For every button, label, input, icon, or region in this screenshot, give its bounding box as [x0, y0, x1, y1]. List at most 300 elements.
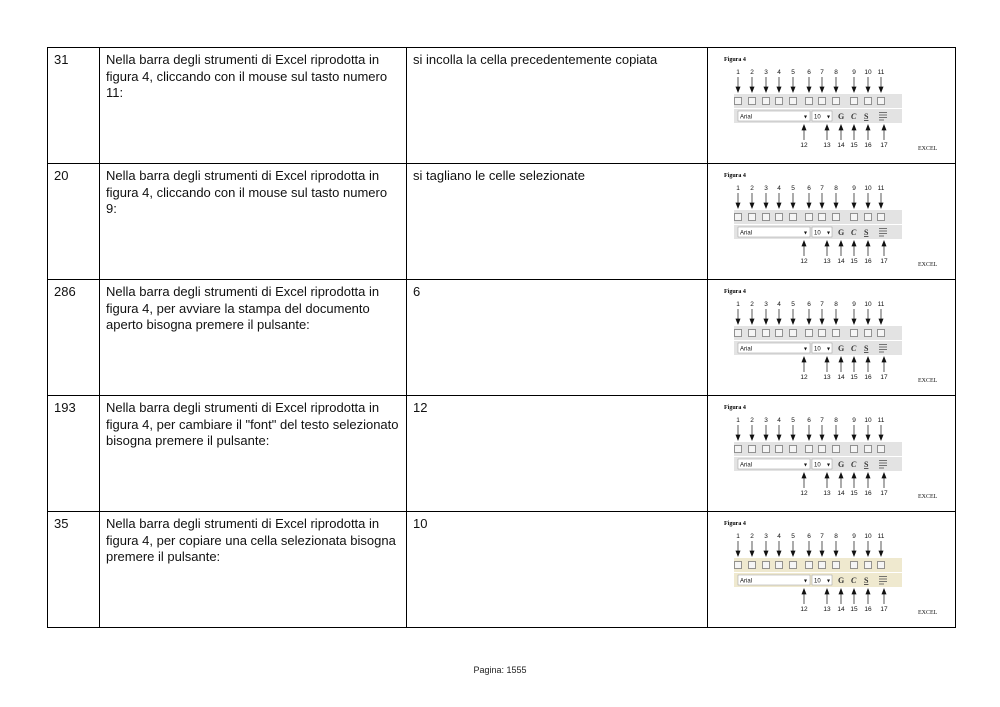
standard-toolbar — [734, 326, 902, 340]
italic-icon: C — [851, 344, 857, 353]
font-size-dropdown-icon: ▾ — [827, 578, 831, 585]
arrow-head — [852, 357, 856, 362]
callout-number: 9 — [852, 533, 856, 540]
arrow-head — [839, 589, 843, 594]
new-icon — [735, 98, 742, 105]
callout-number: 10 — [864, 185, 872, 192]
callout-number: 11 — [877, 185, 885, 192]
save-icon — [763, 562, 770, 569]
callout-number: 3 — [764, 533, 768, 540]
font-size-dropdown-icon: ▾ — [827, 462, 831, 469]
arrow-head — [825, 473, 829, 478]
toolbar-figure — [714, 400, 940, 500]
paste-icon — [878, 98, 885, 105]
arrow-head — [852, 319, 856, 324]
page-footer — [0, 665, 1000, 675]
arrow-head — [879, 203, 883, 208]
arrow-head — [802, 473, 806, 478]
bold-icon: G — [838, 576, 845, 585]
figure-title: Figura 4 — [724, 173, 746, 179]
open-icon — [749, 214, 756, 221]
toolbar-figure — [714, 52, 940, 152]
arrow-head — [852, 551, 856, 556]
arrow-head — [839, 357, 843, 362]
callout-number: 12 — [800, 490, 808, 497]
italic-icon: C — [851, 460, 857, 469]
arrow-head — [882, 241, 886, 246]
arrow-head — [866, 357, 870, 362]
arrow-head — [882, 589, 886, 594]
italic-icon: C — [851, 228, 857, 237]
paste-icon — [878, 330, 885, 337]
font-size: 10 — [814, 346, 821, 353]
callout-number: 14 — [837, 258, 845, 265]
callout-number: 9 — [852, 417, 856, 424]
figure-cell — [708, 396, 956, 512]
callout-number: 17 — [880, 490, 888, 497]
arrow-head — [852, 589, 856, 594]
spelling-icon — [833, 446, 840, 453]
figure-title: Figura 4 — [724, 405, 746, 411]
callout-number: 1 — [736, 301, 740, 308]
answer-text: 10 — [407, 512, 708, 628]
font-size-dropdown-icon: ▾ — [827, 114, 831, 121]
answer-text: 12 — [407, 396, 708, 512]
callout-number: 17 — [880, 606, 888, 613]
callout-number: 6 — [807, 417, 811, 424]
print-icon — [806, 562, 813, 569]
callout-number: 11 — [877, 417, 885, 424]
question-row — [48, 512, 956, 628]
arrow-head — [866, 87, 870, 92]
arrow-head — [852, 241, 856, 246]
callout-number: 11 — [877, 301, 885, 308]
underline-icon: S — [864, 576, 869, 585]
callout-number: 10 — [864, 69, 872, 76]
arrow-head — [852, 473, 856, 478]
save-icon — [763, 98, 770, 105]
question-text: Nella barra degli strumenti di Excel riprodotta in figura 4, cliccando con il mouse sul tasto numero 9: — [100, 164, 407, 280]
arrow-head — [879, 435, 883, 440]
arrow-head — [802, 589, 806, 594]
arrow-head — [791, 87, 795, 92]
callout-number: 12 — [800, 142, 808, 149]
font-size-dropdown-icon: ▾ — [827, 346, 831, 353]
question-number: 31 — [48, 48, 100, 164]
font-size: 10 — [814, 462, 821, 469]
standard-toolbar — [734, 558, 902, 572]
arrow-head — [866, 241, 870, 246]
arrow-head — [736, 551, 740, 556]
font-name-dropdown-icon: ▾ — [804, 578, 808, 585]
bold-icon: G — [838, 344, 845, 353]
toolbar-figure — [714, 284, 940, 384]
callout-number: 14 — [837, 374, 845, 381]
arrow-head — [852, 203, 856, 208]
callout-number: 15 — [850, 258, 858, 265]
preview-icon — [819, 330, 826, 337]
arrow-head — [777, 435, 781, 440]
preview-icon — [819, 446, 826, 453]
arrow-head — [882, 125, 886, 130]
callout-number: 7 — [820, 533, 824, 540]
font-name-dropdown-icon: ▾ — [804, 230, 808, 237]
callout-number: 15 — [850, 606, 858, 613]
callout-number: 13 — [823, 490, 831, 497]
page-number: Pagina: 1555 — [473, 665, 527, 675]
question-text: Nella barra degli strumenti di Excel riprodotta in figura 4, per cambiare il "font" del testo selezionato bisogna premere il pulsante: — [100, 396, 407, 512]
font-size: 10 — [814, 114, 821, 121]
toolbar-figure — [714, 168, 940, 268]
callout-number: 3 — [764, 69, 768, 76]
callout-number: 4 — [777, 417, 781, 424]
arrow-head — [866, 319, 870, 324]
arrow-head — [825, 589, 829, 594]
question-row — [48, 48, 956, 164]
arrow-head — [802, 357, 806, 362]
standard-toolbar — [734, 94, 902, 108]
callout-number: 5 — [791, 301, 795, 308]
callout-number: 2 — [750, 301, 754, 308]
paste-icon — [878, 562, 885, 569]
callout-number: 16 — [864, 606, 872, 613]
callout-number: 10 — [864, 533, 872, 540]
bold-icon: G — [838, 228, 845, 237]
callout-number: 10 — [864, 417, 872, 424]
callout-number: 16 — [864, 142, 872, 149]
arrow-head — [736, 319, 740, 324]
print-preview-icon — [790, 214, 797, 221]
callout-number: 6 — [807, 533, 811, 540]
callout-number: 1 — [736, 185, 740, 192]
preview-icon — [819, 214, 826, 221]
callout-number: 10 — [864, 301, 872, 308]
arrow-head — [852, 435, 856, 440]
callout-number: 13 — [823, 606, 831, 613]
arrow-head — [866, 203, 870, 208]
copy-icon — [865, 330, 872, 337]
arrow-head — [834, 319, 838, 324]
arrow-head — [777, 87, 781, 92]
arrow-head — [866, 551, 870, 556]
answer-text: 6 — [407, 280, 708, 396]
font-size: 10 — [814, 578, 821, 585]
arrow-head — [807, 551, 811, 556]
callout-number: 12 — [800, 258, 808, 265]
arrow-head — [764, 87, 768, 92]
cut-icon — [851, 330, 858, 337]
question-text: Nella barra degli strumenti di Excel riprodotta in figura 4, cliccando con il mouse sul tasto numero 11: — [100, 48, 407, 164]
arrow-head — [750, 435, 754, 440]
save-icon — [763, 214, 770, 221]
arrow-head — [736, 87, 740, 92]
callout-number: 9 — [852, 185, 856, 192]
arrow-head — [820, 203, 824, 208]
callout-number: 16 — [864, 374, 872, 381]
figure-caption: EXCEL — [918, 378, 938, 384]
arrow-head — [825, 241, 829, 246]
open-icon — [749, 562, 756, 569]
print-icon — [806, 330, 813, 337]
spelling-icon — [833, 98, 840, 105]
print-preview-icon — [790, 98, 797, 105]
italic-icon: C — [851, 576, 857, 585]
font-name: Arial — [740, 114, 753, 121]
figure-caption: EXCEL — [918, 146, 938, 152]
question-row — [48, 164, 956, 280]
callout-number: 11 — [877, 533, 885, 540]
callout-number: 1 — [736, 533, 740, 540]
callout-number: 15 — [850, 142, 858, 149]
arrow-head — [764, 551, 768, 556]
arrow-head — [834, 551, 838, 556]
arrow-head — [825, 125, 829, 130]
callout-number: 16 — [864, 490, 872, 497]
arrow-head — [820, 551, 824, 556]
cut-icon — [851, 562, 858, 569]
preview-icon — [819, 98, 826, 105]
new-icon — [735, 214, 742, 221]
arrow-head — [807, 203, 811, 208]
callout-number: 16 — [864, 258, 872, 265]
arrow-head — [820, 435, 824, 440]
questions-table — [47, 47, 956, 628]
callout-number: 7 — [820, 417, 824, 424]
arrow-head — [791, 551, 795, 556]
print-preview-icon — [790, 446, 797, 453]
bold-icon: G — [838, 112, 845, 121]
print-preview-icon — [790, 562, 797, 569]
standard-toolbar — [734, 442, 902, 456]
figure-cell — [708, 280, 956, 396]
font-size-dropdown-icon: ▾ — [827, 230, 831, 237]
arrow-head — [802, 241, 806, 246]
email-icon — [776, 330, 783, 337]
print-preview-icon — [790, 330, 797, 337]
arrow-head — [852, 125, 856, 130]
new-icon — [735, 330, 742, 337]
underline-icon: S — [864, 460, 869, 469]
font-name-dropdown-icon: ▾ — [804, 462, 808, 469]
arrow-head — [866, 473, 870, 478]
question-text: Nella barra degli strumenti di Excel riprodotta in figura 4, per avviare la stampa del documento aperto bisogna premere il pulsante: — [100, 280, 407, 396]
callout-number: 3 — [764, 301, 768, 308]
save-icon — [763, 330, 770, 337]
arrow-head — [807, 87, 811, 92]
figure-title: Figura 4 — [724, 57, 746, 63]
callout-number: 2 — [750, 417, 754, 424]
arrow-head — [791, 203, 795, 208]
callout-number: 2 — [750, 185, 754, 192]
callout-number: 5 — [791, 69, 795, 76]
figure-caption: EXCEL — [918, 610, 938, 616]
question-text: Nella barra degli strumenti di Excel riprodotta in figura 4, per copiare una cella selezionata bisogna premere il pulsante: — [100, 512, 407, 628]
callout-number: 8 — [834, 301, 838, 308]
arrow-head — [807, 319, 811, 324]
arrow-head — [777, 203, 781, 208]
figure-cell — [708, 164, 956, 280]
arrow-head — [750, 319, 754, 324]
question-number: 35 — [48, 512, 100, 628]
callout-number: 2 — [750, 533, 754, 540]
arrow-head — [882, 473, 886, 478]
callout-number: 6 — [807, 301, 811, 308]
underline-icon: S — [864, 112, 869, 121]
copy-icon — [865, 446, 872, 453]
email-icon — [776, 562, 783, 569]
arrow-head — [834, 87, 838, 92]
callout-number: 7 — [820, 301, 824, 308]
open-icon — [749, 330, 756, 337]
arrow-head — [736, 435, 740, 440]
question-row — [48, 280, 956, 396]
print-icon — [806, 98, 813, 105]
cut-icon — [851, 214, 858, 221]
new-icon — [735, 446, 742, 453]
callout-number: 4 — [777, 69, 781, 76]
callout-number: 4 — [777, 533, 781, 540]
arrow-head — [764, 435, 768, 440]
callout-number: 4 — [777, 301, 781, 308]
toolbar-figure — [714, 516, 940, 616]
callout-number: 1 — [736, 417, 740, 424]
copy-icon — [865, 98, 872, 105]
question-number: 286 — [48, 280, 100, 396]
callout-number: 5 — [791, 533, 795, 540]
callout-number: 17 — [880, 374, 888, 381]
callout-number: 5 — [791, 185, 795, 192]
figure-cell — [708, 512, 956, 628]
callout-number: 9 — [852, 69, 856, 76]
font-name: Arial — [740, 230, 753, 237]
paste-icon — [878, 446, 885, 453]
cut-icon — [851, 98, 858, 105]
arrow-head — [866, 435, 870, 440]
arrow-head — [882, 357, 886, 362]
callout-number: 15 — [850, 374, 858, 381]
arrow-head — [820, 87, 824, 92]
arrow-head — [736, 203, 740, 208]
underline-icon: S — [864, 228, 869, 237]
callout-number: 1 — [736, 69, 740, 76]
callout-number: 14 — [837, 142, 845, 149]
spelling-icon — [833, 330, 840, 337]
font-size: 10 — [814, 230, 821, 237]
callout-number: 6 — [807, 185, 811, 192]
arrow-head — [764, 203, 768, 208]
arrow-head — [866, 125, 870, 130]
font-name-dropdown-icon: ▾ — [804, 114, 808, 121]
email-icon — [776, 214, 783, 221]
arrow-head — [839, 473, 843, 478]
callout-number: 11 — [877, 69, 885, 76]
spelling-icon — [833, 214, 840, 221]
copy-icon — [865, 562, 872, 569]
standard-toolbar — [734, 210, 902, 224]
arrow-head — [807, 435, 811, 440]
font-name-dropdown-icon: ▾ — [804, 346, 808, 353]
spelling-icon — [833, 562, 840, 569]
callout-number: 15 — [850, 490, 858, 497]
callout-number: 14 — [837, 606, 845, 613]
open-icon — [749, 98, 756, 105]
arrow-head — [750, 203, 754, 208]
arrow-head — [839, 125, 843, 130]
arrow-head — [879, 551, 883, 556]
arrow-head — [879, 319, 883, 324]
callout-number: 5 — [791, 417, 795, 424]
email-icon — [776, 98, 783, 105]
callout-number: 4 — [777, 185, 781, 192]
arrow-head — [825, 357, 829, 362]
callout-number: 9 — [852, 301, 856, 308]
callout-number: 8 — [834, 417, 838, 424]
figure-caption: EXCEL — [918, 262, 938, 268]
callout-number: 12 — [800, 374, 808, 381]
save-icon — [763, 446, 770, 453]
figure-caption: EXCEL — [918, 494, 938, 500]
figure-cell — [708, 48, 956, 164]
paste-icon — [878, 214, 885, 221]
arrow-head — [777, 319, 781, 324]
callout-number: 8 — [834, 69, 838, 76]
arrow-head — [834, 435, 838, 440]
callout-number: 14 — [837, 490, 845, 497]
callout-number: 3 — [764, 417, 768, 424]
arrow-head — [852, 87, 856, 92]
callout-number: 17 — [880, 142, 888, 149]
callout-number: 13 — [823, 142, 831, 149]
figure-title: Figura 4 — [724, 521, 746, 527]
print-icon — [806, 214, 813, 221]
callout-number: 8 — [834, 185, 838, 192]
new-icon — [735, 562, 742, 569]
callout-number: 2 — [750, 69, 754, 76]
arrow-head — [820, 319, 824, 324]
bold-icon: G — [838, 460, 845, 469]
callout-number: 13 — [823, 258, 831, 265]
underline-icon: S — [864, 344, 869, 353]
callout-number: 13 — [823, 374, 831, 381]
arrow-head — [879, 87, 883, 92]
arrow-head — [777, 551, 781, 556]
callout-number: 7 — [820, 69, 824, 76]
arrow-head — [750, 87, 754, 92]
cut-icon — [851, 446, 858, 453]
arrow-head — [791, 319, 795, 324]
callout-number: 8 — [834, 533, 838, 540]
question-number: 193 — [48, 396, 100, 512]
arrow-head — [802, 125, 806, 130]
arrow-head — [834, 203, 838, 208]
copy-icon — [865, 214, 872, 221]
email-icon — [776, 446, 783, 453]
answer-text: si incolla la cella precedentemente copiata — [407, 48, 708, 164]
callout-number: 6 — [807, 69, 811, 76]
italic-icon: C — [851, 112, 857, 121]
callout-number: 17 — [880, 258, 888, 265]
question-row — [48, 396, 956, 512]
arrow-head — [791, 435, 795, 440]
callout-number: 12 — [800, 606, 808, 613]
print-icon — [806, 446, 813, 453]
font-name: Arial — [740, 346, 753, 353]
arrow-head — [839, 241, 843, 246]
callout-number: 7 — [820, 185, 824, 192]
figure-title: Figura 4 — [724, 289, 746, 295]
font-name: Arial — [740, 578, 753, 585]
question-number: 20 — [48, 164, 100, 280]
